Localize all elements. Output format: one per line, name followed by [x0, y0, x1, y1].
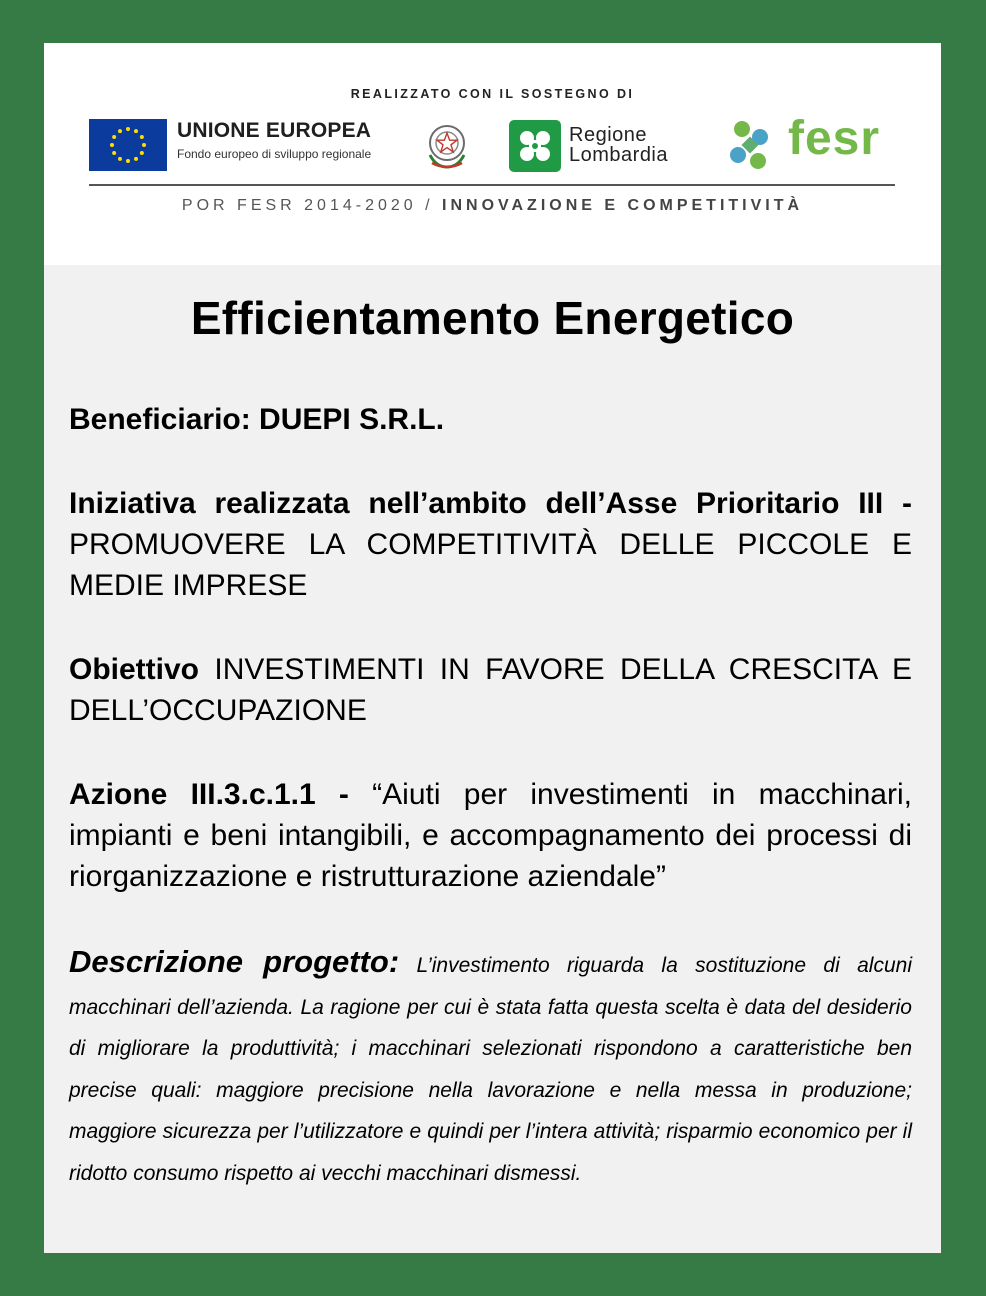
descrizione-label: Descrizione progetto: [69, 944, 400, 979]
beneficiario-block [69, 399, 912, 440]
lombardia-logo-icon [509, 120, 561, 172]
eu-star-icon [112, 135, 116, 139]
fesr-wordmark: fesr [788, 112, 881, 165]
eu-star-icon [112, 151, 116, 155]
eu-star-icon [140, 135, 144, 139]
eu-subtitle: Fondo europeo di sviluppo regionale [177, 147, 372, 161]
eu-star-icon [126, 127, 130, 131]
descrizione-block [69, 941, 912, 1194]
eu-star-icon [134, 129, 138, 133]
eu-star-icon [140, 151, 144, 155]
region-line-1: Regione [569, 124, 648, 146]
eu-star-icon [118, 129, 122, 133]
eu-star-icon [134, 157, 138, 161]
region-name [569, 125, 668, 165]
header-divider [89, 184, 895, 186]
eu-star-icon [110, 143, 114, 147]
header-logos [44, 43, 941, 265]
program-bold: INNOVAZIONE E COMPETITIVITÀ [442, 197, 804, 214]
eu-star-icon [126, 159, 130, 163]
eu-title: UNIONE EUROPEA [177, 119, 372, 142]
azione-text: “Aiuti per investimenti in macchinari, impianti e beni intangibili, e accompagnamento dei processi di riorganizzazione e ristrutturazione aziendale” [69, 778, 912, 893]
eu-flag-icon [89, 119, 167, 171]
azione-block [69, 774, 912, 897]
program-line [44, 197, 941, 215]
fesr-logo-icon [722, 117, 778, 173]
obiettivo-label: Obiettivo [69, 653, 200, 686]
iniziativa-block [69, 483, 912, 606]
azione-label: Azione III.3.c.1.1 - [69, 778, 373, 811]
obiettivo-text: INVESTIMENTI IN FAVORE DELLA CRESCITA E DELL’OCCUPAZIONE [69, 653, 912, 727]
eu-star-icon [118, 157, 122, 161]
support-line: REALIZZATO CON IL SOSTEGNO DI [350, 87, 635, 101]
region-line-2: Lombardia [569, 144, 669, 166]
iniziativa-text: PROMUOVERE LA COMPETITIVITÀ DELLE PICCOLE E MEDIE IMPRESE [69, 528, 912, 602]
eu-star-icon [142, 143, 146, 147]
descrizione-text: L’investimento riguarda la sostituzione di alcuni macchinari dell’azienda. La ragione per cui è stata fatta questa scelta è data del desiderio di migliorare la produttività; i macchinari selezionati rispondono a caratteristiche ben precise quali: maggiore precisione nella lavorazione e nella messa in produzione; maggiore sicurezza per l’utilizzatore e quindi per l’intera attività; risparmio economico per il ridotto consumo rispetto ai vecchi macchinari dismessi. [69, 954, 912, 1185]
obiettivo-block [69, 649, 912, 731]
iniziativa-label: Iniziativa realizzata nell’ambito dell’Asse Prioritario III - [69, 487, 912, 520]
italian-emblem-icon [422, 119, 472, 171]
poster-panel [44, 43, 941, 1253]
beneficiario-text: Beneficiario: DUEPI S.R.L. [69, 403, 445, 436]
page-title: Efficientamento Energetico [190, 292, 795, 344]
program-light: POR FESR 2014-2020 / [181, 197, 443, 214]
